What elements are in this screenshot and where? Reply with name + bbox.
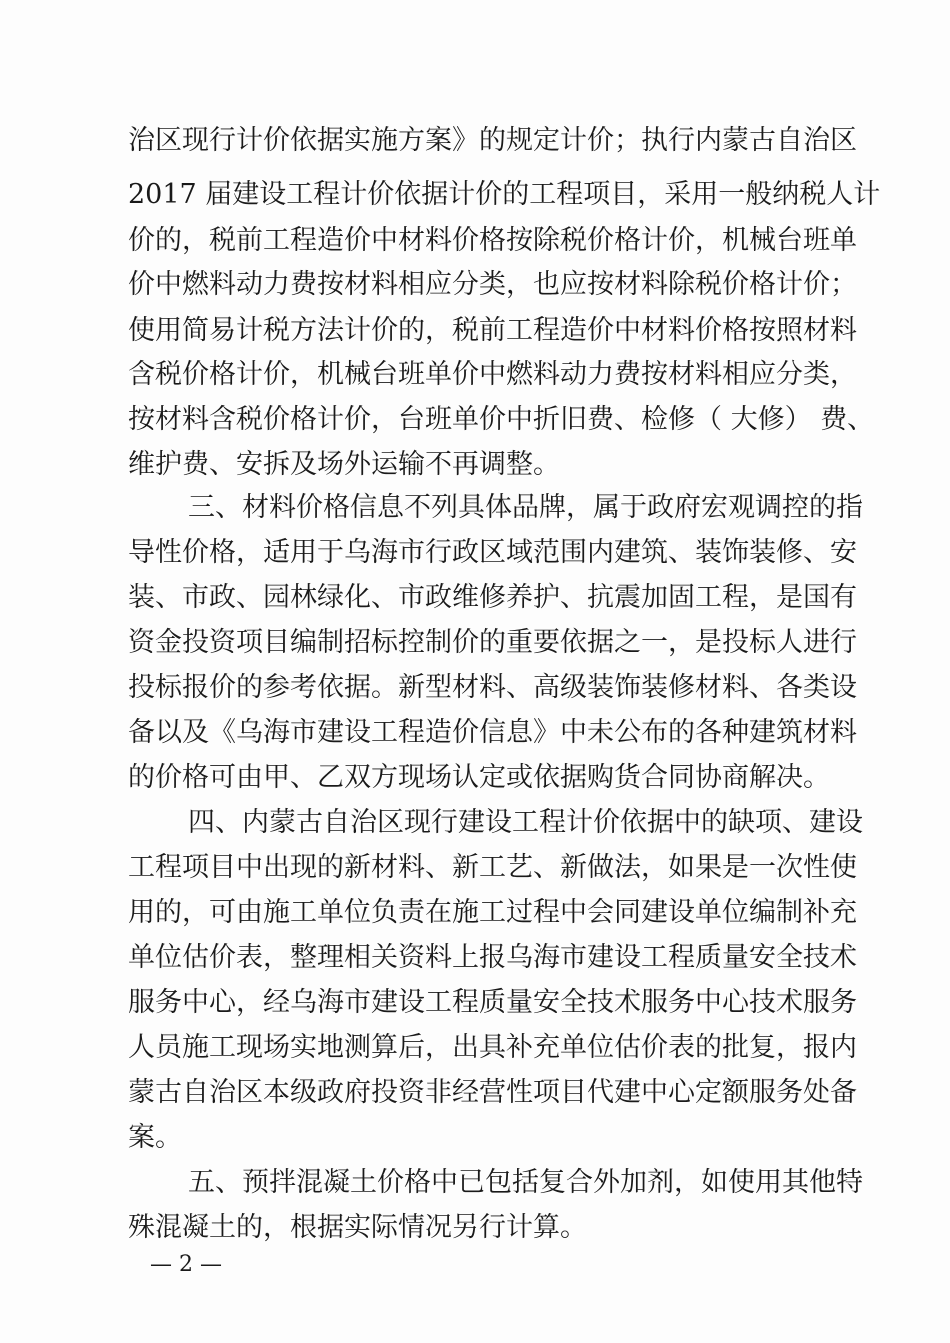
section-four-line-1: 四、内蒙古自治区现行建设工程计价依据中的缺项、建设 [188,807,863,838]
body-line-6: 含税价格计价，机械台班单价中燃料动力费按材料相应分类， [128,359,857,390]
page-number: — 2 — [150,1252,222,1277]
body-line-8: 维护费、安拆及场外运输不再调整。 [128,449,560,480]
section-five-line-1: 五、预拌混凝土价格中已包括复合外加剂，如使用其他特 [188,1167,863,1198]
section-three-line-2: 导性价格，适用于乌海市行政区域范围内建筑、装饰装修、安 [128,537,857,568]
section-three-line-1: 三、材料价格信息不列具体品牌，属于政府宏观调控的指 [188,492,863,523]
section-four-line-8: 案。 [128,1122,182,1153]
body-line-4: 价中燃料动力费按材料相应分类，也应按材料除税价格计价； [128,269,857,300]
body-line-3: 价的，税前工程造价中材料价格按除税价格计价，机械台班单 [128,225,857,256]
section-three-line-3: 装、市政、园林绿化、市政维修养护、抗震加固工程，是国有 [128,582,857,613]
section-four-line-3: 用的，可由施工单位负责在施工过程中会同建设单位编制补充 [128,897,857,928]
body-line-2: 2017 届建设工程计价依据计价的工程项目，采用一般纳税人计 [128,179,881,210]
section-four-line-6: 人员施工现场实地测算后，出具补充单位估价表的批复，报内 [128,1032,857,1063]
section-four-line-4: 单位估价表，整理相关资料上报乌海市建设工程质量安全技术 [128,942,857,973]
body-line-7: 按材料含税价格计价，台班单价中折旧费、检修（ 大修） 费、 [128,404,875,435]
section-five-line-2: 殊混凝土的，根据实际情况另行计算。 [128,1212,587,1243]
section-three-line-5: 投标报价的参考依据。新型材料、高级装饰装修材料、各类设 [128,672,857,703]
section-three-line-7: 的价格可由甲、乙双方现场认定或依据购货合同协商解决。 [128,762,830,793]
section-three-line-6: 备以及《乌海市建设工程造价信息》中未公布的各种建筑材料 [128,717,857,748]
body-line-1: 治区现行计价依据实施方案》的规定计价；执行内蒙古自治区 [128,125,857,156]
section-three-line-4: 资金投资项目编制招标控制价的重要依据之一，是投标人进行 [128,627,857,658]
body-line-5: 使用简易计税方法计价的，税前工程造价中材料价格按照材料 [128,315,857,346]
section-four-line-5: 服务中心，经乌海市建设工程质量安全技术服务中心技术服务 [128,987,857,1018]
section-four-line-2: 工程项目中出现的新材料、新工艺、新做法，如果是一次性使 [128,852,857,883]
section-four-line-7: 蒙古自治区本级政府投资非经营性项目代建中心定额服务处备 [128,1077,857,1108]
